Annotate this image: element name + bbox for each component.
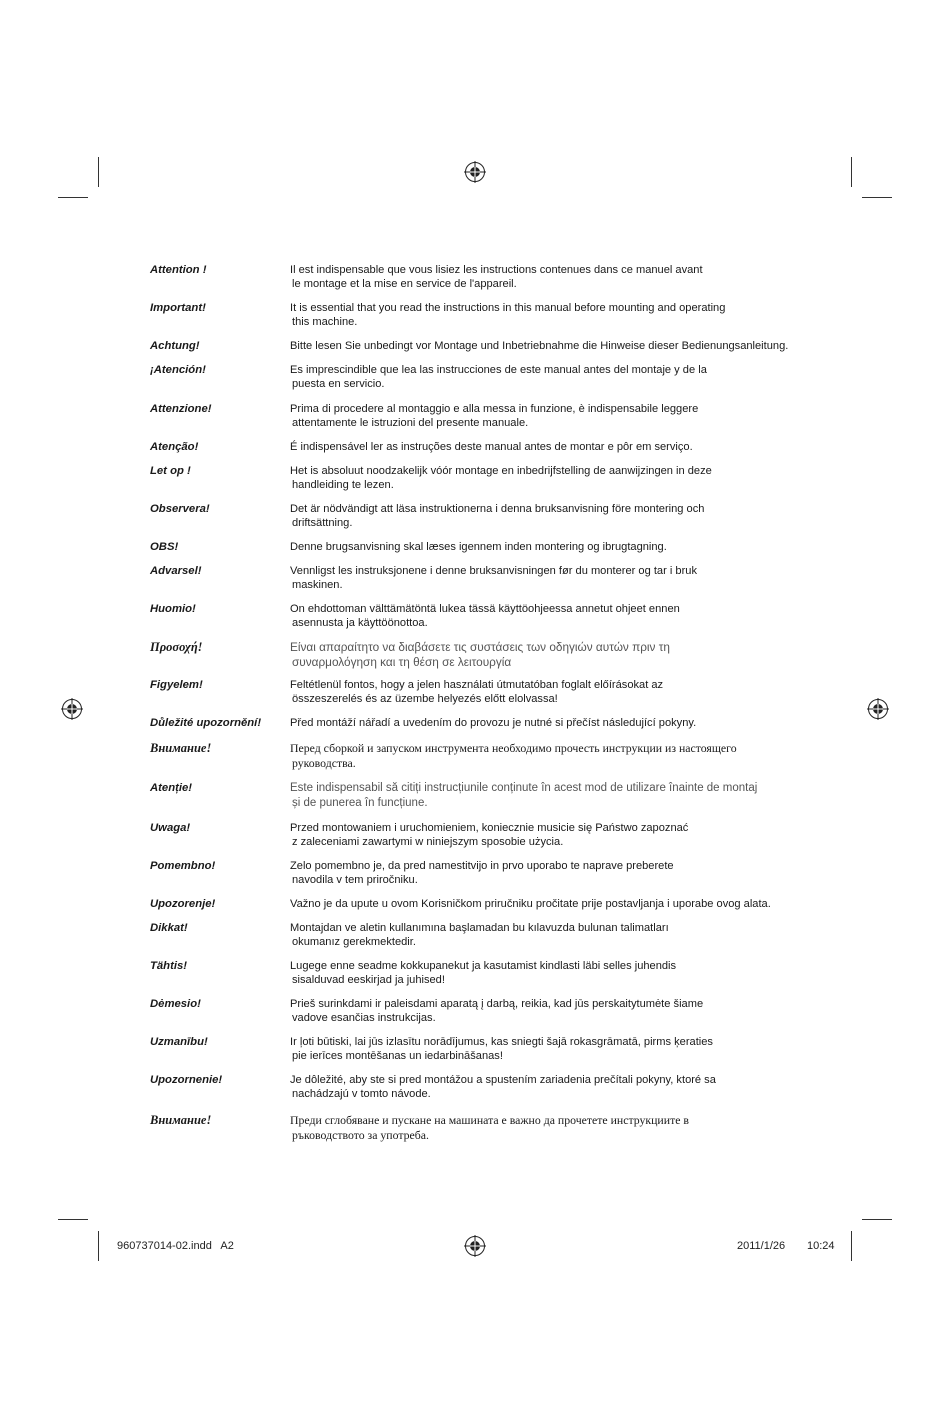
- warning-text: Lugege enne seadme kokkupanekut ja kasutamist kindlasti läbi selles juhendis sisalduvad eeskirjad ja juhised!: [290, 960, 677, 986]
- warning-label: Important!: [150, 302, 206, 314]
- warning-row: [150, 678, 663, 706]
- warning-label: Atenție!: [150, 782, 193, 794]
- warning-text: Prima di procedere al montaggio e alla messa in funzione, è indispensabile leggere attentamente le istruzioni del presente manuale.: [290, 403, 699, 429]
- warning-label: Pomembno!: [150, 860, 216, 872]
- warning-row: [150, 301, 725, 329]
- warning-row: [150, 1113, 689, 1143]
- warning-text: Es imprescindible que lea las instrucciones de este manual antes del montaje y de la puesta en servicio.: [290, 364, 707, 390]
- warning-row: [150, 781, 757, 811]
- warning-text: Bitte lesen Sie unbedingt vor Montage und Inbetriebnahme die Hinweise dieser Bedienungsanleitung.: [290, 340, 789, 352]
- registration-mark-icon: [464, 161, 486, 183]
- warning-text: Denne brugsanvisning skal læses igennem inden montering og ibrugtagning.: [290, 541, 667, 553]
- warning-label: Uzmanību!: [150, 1036, 208, 1048]
- crop-mark: [851, 1231, 852, 1261]
- warning-label: Attention !: [150, 264, 207, 276]
- crop-mark: [862, 197, 892, 198]
- warning-row: [150, 859, 674, 887]
- warning-row: [150, 440, 693, 454]
- warning-text: Před montáží nářadí a uvedením do provozu je nutné si přečíst následující pokyny.: [290, 717, 697, 729]
- warning-label: Attenzione!: [150, 403, 212, 415]
- warning-row: [150, 821, 688, 849]
- warning-label: ¡Atención!: [150, 364, 206, 376]
- warning-label: Dikkat!: [150, 922, 188, 934]
- warning-text: Vennligst les instruksjonene i denne bruksanvisningen før du monterer og tar i bruk maskinen.: [290, 565, 697, 591]
- warning-label: Atenção!: [150, 441, 199, 453]
- warning-row: [150, 339, 788, 353]
- warning-label: Důležité upozornění!: [150, 717, 262, 729]
- warning-text: Преди сглобяване и пускане на машината е важно да прочетете инструкциите в ръководството за употреба.: [290, 1113, 689, 1142]
- warning-row: [150, 897, 771, 911]
- warning-text: Prieš surinkdami ir paleisdami aparatą į darbą, reikia, kad jūs perskaitytumėte šiame vadove esančias instrukcijas.: [290, 998, 704, 1024]
- registration-mark-icon: [867, 698, 889, 720]
- warning-label: Figyelem!: [150, 679, 203, 691]
- warning-row: [150, 640, 670, 670]
- warning-row: [150, 959, 676, 987]
- warning-text: Zelo pomembno je, da pred namestitvijo in prvo uporabo te naprave preberete navodila v tem priročniku.: [290, 860, 674, 886]
- warning-row: [150, 502, 704, 530]
- crop-mark: [58, 197, 88, 198]
- warning-label: OBS!: [150, 541, 179, 553]
- warning-label: Advarsel!: [150, 565, 202, 577]
- warning-row: [150, 564, 697, 592]
- warning-label: Let op !: [150, 465, 191, 477]
- warning-row: [150, 464, 712, 492]
- warning-row: [150, 402, 698, 430]
- warning-label: Dėmesio!: [150, 998, 201, 1010]
- warning-text: Het is absoluut noodzakelijk vóór montage en inbedrijfstelling de aanwijzingen in deze handleiding te lezen.: [290, 465, 712, 491]
- warning-label: Observera!: [150, 503, 210, 515]
- registration-mark-icon: [464, 1235, 486, 1257]
- warning-label: Προσοχή!: [150, 640, 203, 654]
- crop-mark: [98, 157, 99, 187]
- warning-label: Tähtis!: [150, 960, 188, 972]
- warning-text: Feltétlenül fontos, hogy a jelen használati útmutatóban foglalt előírásokat az összeszerelés és az üzembe helyezés előtt elolvassa!: [290, 679, 664, 705]
- crop-mark: [862, 1219, 892, 1220]
- warning-row: [150, 363, 707, 391]
- warning-text: Il est indispensable que vous lisiez les instructions contenues dans ce manuel avant le montage et la mise en service de l'appareil.: [290, 264, 703, 290]
- crop-mark: [58, 1219, 88, 1220]
- crop-mark: [851, 157, 852, 187]
- warning-text: Перед сборкой и запуском инструмента необходимо прочесть инструкции из настоящего руководства.: [290, 741, 737, 770]
- warning-text: Przed montowaniem i uruchomieniem, koniecznie musicie się Państwo zapoznać z zaleceniami zawartymi w niniejszym sposobie użycia.: [290, 822, 689, 848]
- warning-text: It is essential that you read the instructions in this manual before mounting and operating this machine.: [290, 302, 726, 328]
- footer-date: 2011/1/26: [737, 1240, 786, 1252]
- warning-label: Huomio!: [150, 603, 196, 615]
- warning-text: Je dôležité, aby ste si pred montážou a spustením zariadenia prečítali pokyny, ktoré sa nachádzajú v tomto návode.: [290, 1074, 716, 1100]
- warning-text: Važno je da upute u ovom Korisničkom priručniku pročitate prije postavljanja i uporabe ovog alata.: [290, 898, 771, 910]
- warning-text: Det är nödvändigt att läsa instruktionerna i denna bruksanvisning före montering och driftsättning.: [290, 503, 705, 529]
- warning-row: [150, 1035, 713, 1063]
- warning-text: Ir ļoti būtiski, lai jūs izlasītu norādījumus, kas sniegti šajā rokasgrāmatā, pirms ķeraties pie ierīces montēšanas un iedarbināšanas!: [290, 1036, 713, 1062]
- warning-text: É indispensável ler as instruções deste manual antes de montar e pôr em serviço.: [290, 441, 693, 453]
- warning-row: [150, 540, 667, 554]
- warning-label: Upozorenje!: [150, 898, 216, 910]
- warning-label: Uwaga!: [150, 822, 191, 834]
- registration-mark-icon: [61, 698, 83, 720]
- warning-row: [150, 921, 669, 949]
- warning-label: Внимание!: [150, 1113, 212, 1127]
- warning-row: [150, 602, 680, 630]
- warning-text: On ehdottoman välttämätöntä lukea tässä käyttöohjeessa annetut ohjeet ennen asennusta ja käyttöönottoa.: [290, 603, 680, 629]
- footer-file-info: 960737014-02.indd A2: [117, 1240, 234, 1252]
- warning-row: [150, 997, 703, 1025]
- warning-row: [150, 1073, 716, 1101]
- warning-label: Achtung!: [150, 340, 200, 352]
- warning-text: Montajdan ve aletin kullanımına başlamadan bu kılavuzda bulunan talimatları okumanız gerekmektedir.: [290, 922, 669, 948]
- warning-label: Внимание!: [150, 741, 212, 755]
- warning-row: [150, 716, 696, 730]
- warning-row: [150, 263, 703, 291]
- warning-row: [150, 741, 737, 771]
- warning-text: Είναι απαραίτητο να διαβάσετε τις συστάσεις των οδηγιών αυτών πριν τη συναρμολόγηση και τη θέση σε λειτουργία: [290, 640, 670, 669]
- footer-time: 10:24: [807, 1240, 835, 1252]
- warning-text: Este indispensabil să citiți instrucțiunile conținute în acest mod de utilizare înainte de montaj și de punerea în funcțiune.: [290, 782, 758, 809]
- crop-mark: [98, 1231, 99, 1261]
- warning-label: Upozornenie!: [150, 1074, 223, 1086]
